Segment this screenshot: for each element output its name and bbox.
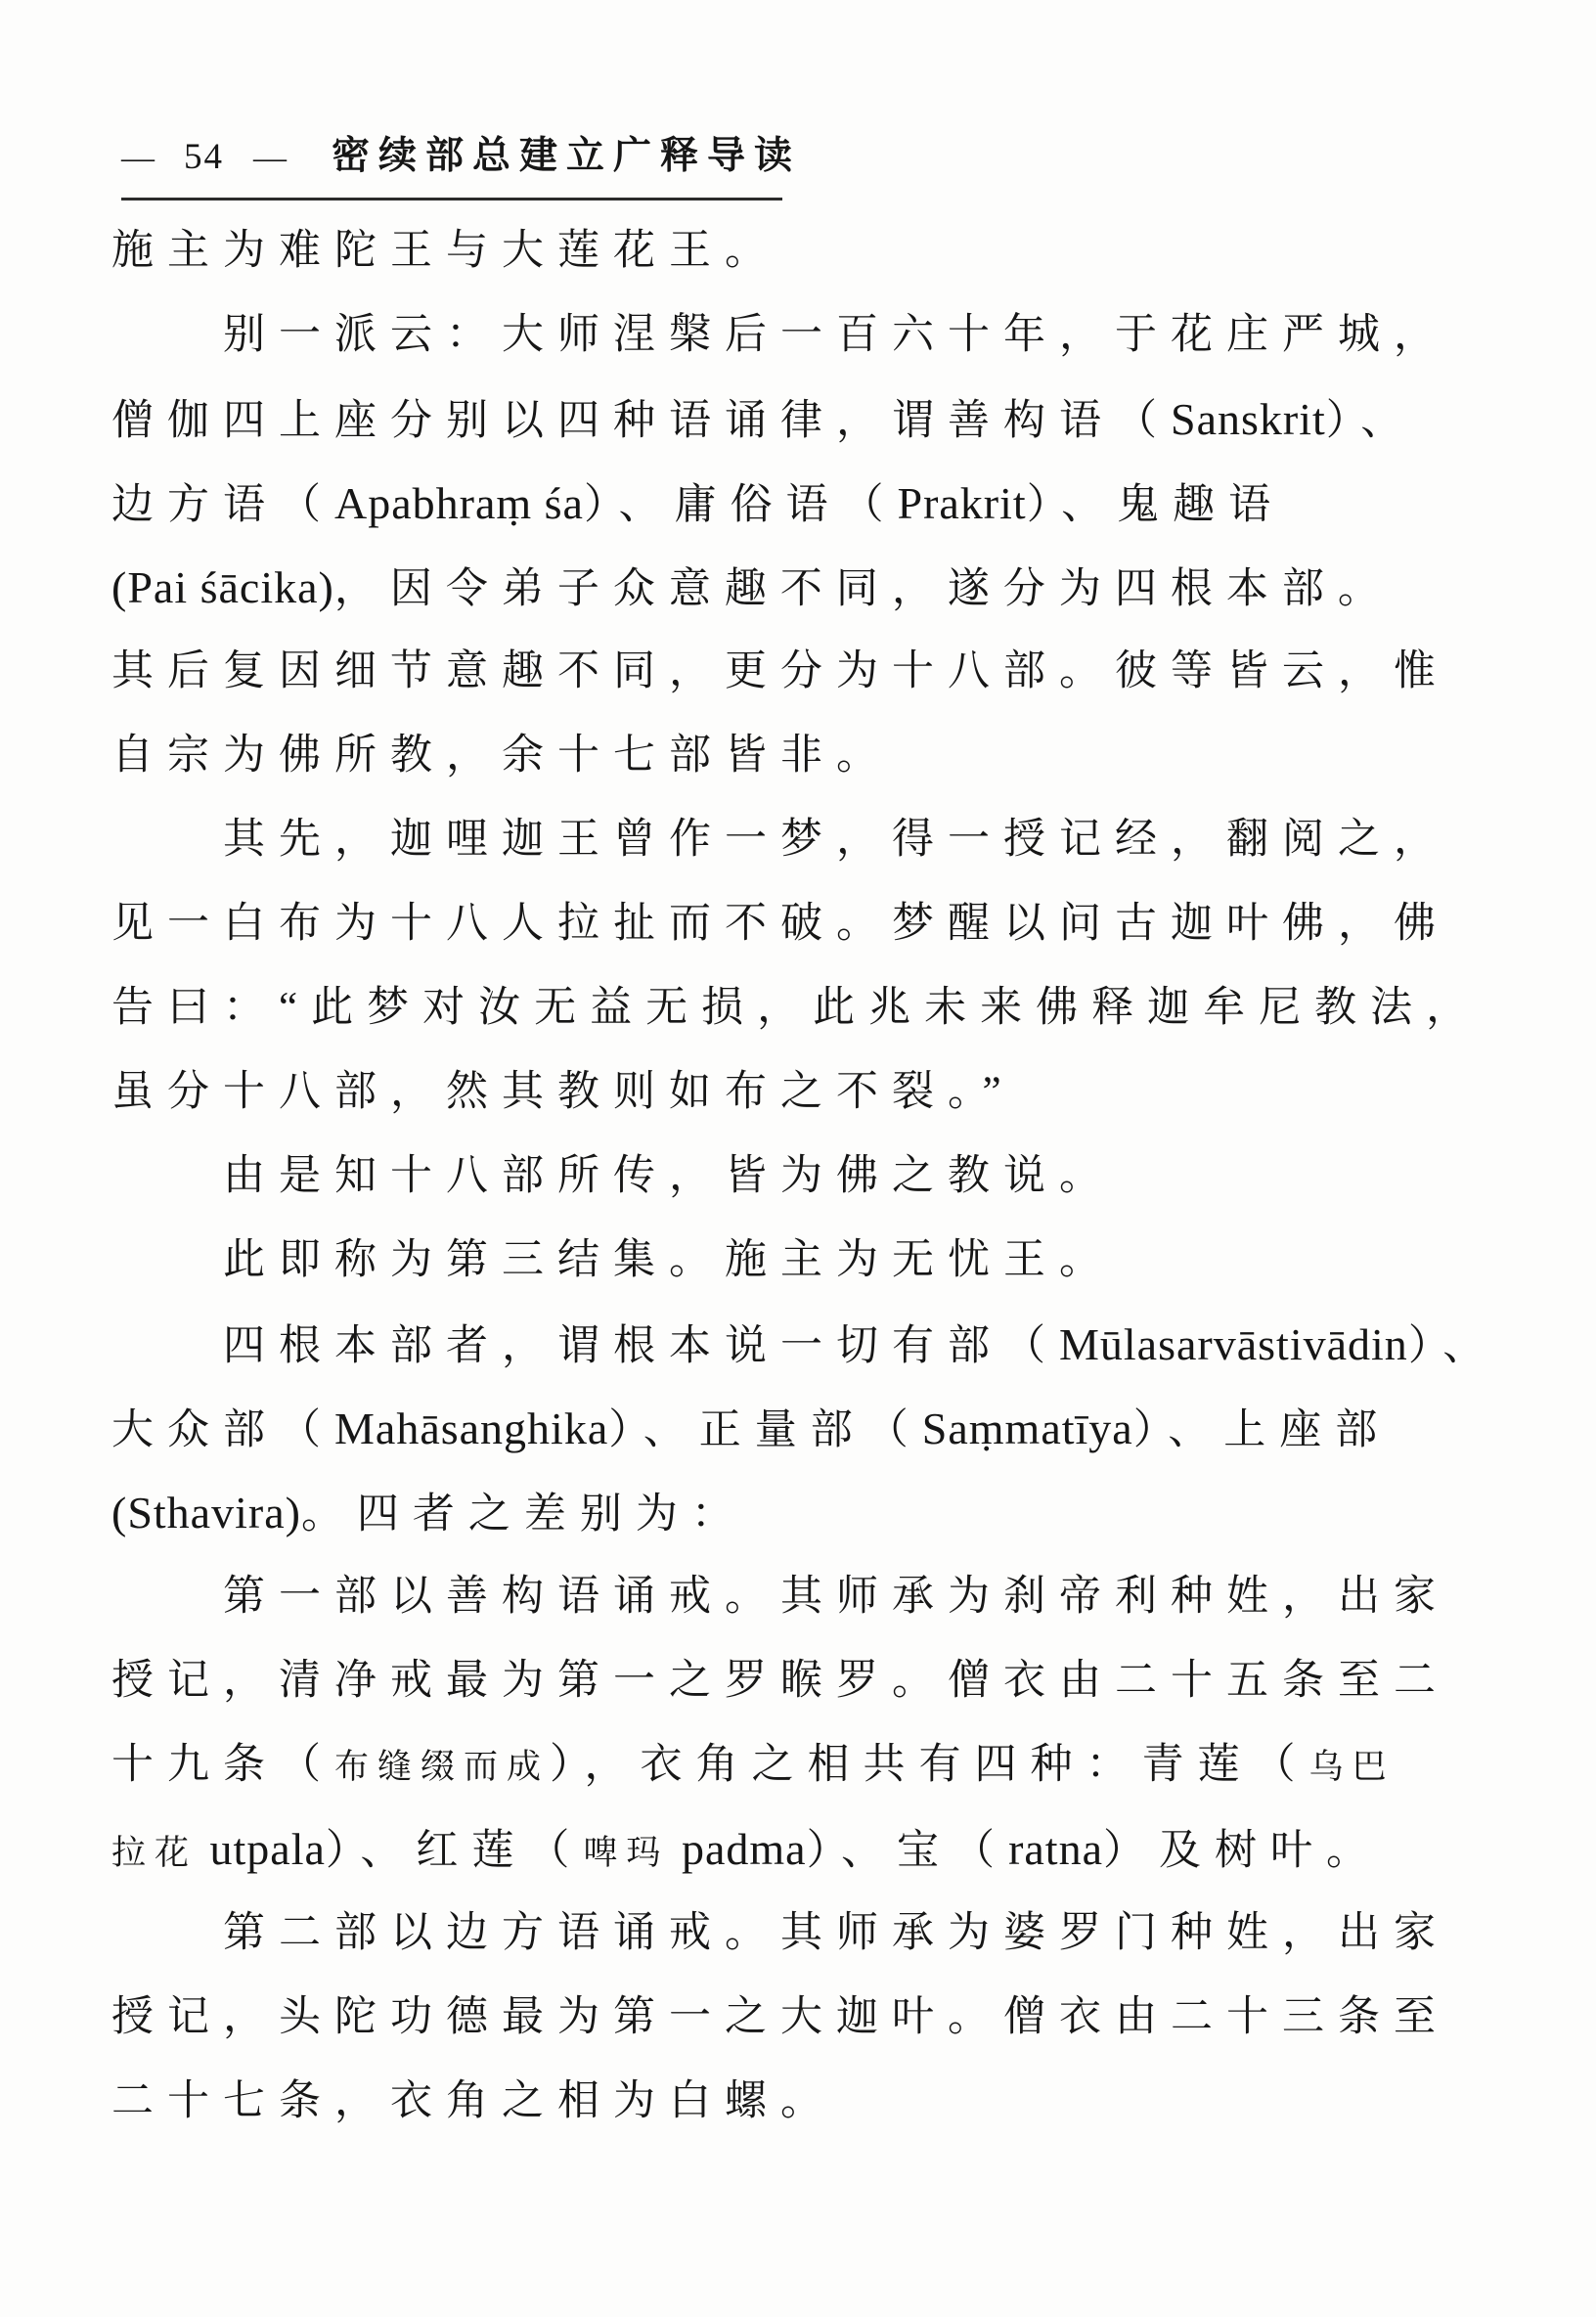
cjk-text: 第一部以善构语诵戒。其师承为刹帝利种姓，出家 <box>111 1574 1449 1620</box>
header-dash-right: — <box>253 140 287 176</box>
latin-text: Saṃmatīya <box>921 1404 1133 1453</box>
cjk-text: 僧伽四上座分别以四种语诵律，谓善构语（ <box>111 398 1171 444</box>
cjk-text: 施主为难陀王与大莲花王。 <box>111 228 780 274</box>
latin-text: Mahāsanghika <box>334 1404 609 1453</box>
cjk-text: ）、鬼趣语 <box>1026 482 1285 528</box>
latin-text: Sanskrit <box>1171 394 1326 444</box>
annotation-text: 布缝缀而成 <box>334 1748 551 1786</box>
header-dash-left: — <box>121 140 155 176</box>
cjk-text: ），衣角之相共有四种：青莲（ <box>550 1742 1309 1788</box>
text-line <box>111 1976 1498 2060</box>
text-line <box>111 882 1498 966</box>
cjk-text: 虽分十八部，然其教则如布之不裂。” <box>111 1069 1015 1115</box>
cjk-text: 见一白布为十八人拉扯而不破。梦醒以问古迦叶佛，佛 <box>111 901 1449 947</box>
text-line <box>111 1387 1498 1471</box>
cjk-text: ）、宝（ <box>806 1828 1009 1874</box>
text-line <box>111 293 1498 378</box>
text-line <box>111 1807 1498 1892</box>
text-line <box>111 1050 1498 1135</box>
cjk-text: 授记，头陀功德最为第一之大迦叶。僧衣由二十三条至 <box>111 1994 1449 2040</box>
text-line <box>111 546 1498 630</box>
cjk-text: ，因令弟子众意趣不同，遂分为四根本部。 <box>333 566 1394 612</box>
latin-text: (Pai śācika) <box>111 562 334 612</box>
cjk-text: 边方语（ <box>111 482 334 528</box>
text-line <box>111 714 1498 798</box>
cjk-text: 授记，清净戒最为第一之罗睺罗。僧衣由二十五条至二 <box>111 1658 1449 1704</box>
latin-text: ratna <box>1008 1824 1103 1874</box>
cjk-text: 四根本部者，谓根本说一切有部（ <box>111 1323 1059 1369</box>
text-line <box>111 1135 1498 1219</box>
cjk-text: 别一派云：大师涅槃后一百六十年，于花庄严城， <box>111 312 1449 358</box>
text-line <box>111 2060 1498 2144</box>
cjk-text: 大众部（ <box>111 1407 334 1453</box>
latin-text: Apabhraṃ śa <box>334 478 584 528</box>
text-line <box>111 1555 1498 1639</box>
text-line <box>111 798 1498 882</box>
book-title: 密续部总建立广释导读 <box>332 135 802 177</box>
cjk-text: 。四者之差别为： <box>300 1492 747 1537</box>
cjk-text: ）、庸俗语（ <box>583 482 898 528</box>
text-line <box>111 462 1498 546</box>
cjk-text: 此即称为第三结集。施主为无忧王。 <box>111 1237 1115 1283</box>
cjk-text: ）、红莲（ <box>325 1828 584 1874</box>
page-body <box>111 209 1498 2144</box>
cjk-text: 告曰：“此梦对汝无益无损，此兆未来佛释迦牟尼教法， <box>111 985 1483 1031</box>
latin-text: padma <box>669 1824 807 1874</box>
cjk-text: 十九条（ <box>111 1742 334 1788</box>
text-line <box>111 1303 1498 1387</box>
cjk-text: 其先，迦哩迦王曾作一梦，得一授记经，翻阅之， <box>111 817 1449 863</box>
cjk-text: 自宗为佛所教，余十七部皆非。 <box>111 733 892 779</box>
text-line <box>111 378 1498 462</box>
cjk-text: ）及树叶。 <box>1103 1828 1382 1874</box>
latin-text: Prakrit <box>897 478 1027 528</box>
text-line <box>111 1219 1498 1303</box>
cjk-text: ）、 <box>1407 1323 1499 1369</box>
cjk-text: 其后复因细节意趣不同，更分为十八部。彼等皆云，惟 <box>111 648 1449 694</box>
cjk-text: 由是知十八部所传，皆为佛之教说。 <box>111 1153 1115 1199</box>
page-number: 54 <box>184 137 224 177</box>
cjk-text: 第二部以边方语诵戒。其师承为婆罗门种姓，出家 <box>111 1910 1449 1956</box>
latin-text: Mūlasarvāstivādin <box>1059 1319 1408 1369</box>
text-line <box>111 209 1498 293</box>
annotation-text: 乌巴 <box>1308 1748 1396 1786</box>
cjk-text: ）、正量部（ <box>608 1407 922 1453</box>
running-header <box>121 125 802 201</box>
text-line <box>111 1639 1498 1723</box>
annotation-text: 拉花 <box>111 1834 199 1872</box>
text-line <box>111 1471 1498 1555</box>
latin-text: (Sthavira) <box>111 1488 301 1537</box>
latin-text: utpala <box>198 1824 326 1874</box>
cjk-text: ）、上座部 <box>1132 1407 1392 1453</box>
text-line <box>111 966 1498 1050</box>
text-line <box>111 1892 1498 1976</box>
cjk-text: ）、 <box>1325 398 1417 444</box>
annotation-text: 啤玛 <box>583 1834 670 1872</box>
cjk-text: 二十七条，衣角之相为白螺。 <box>111 2078 836 2124</box>
text-line <box>111 1723 1498 1807</box>
text-line <box>111 630 1498 714</box>
